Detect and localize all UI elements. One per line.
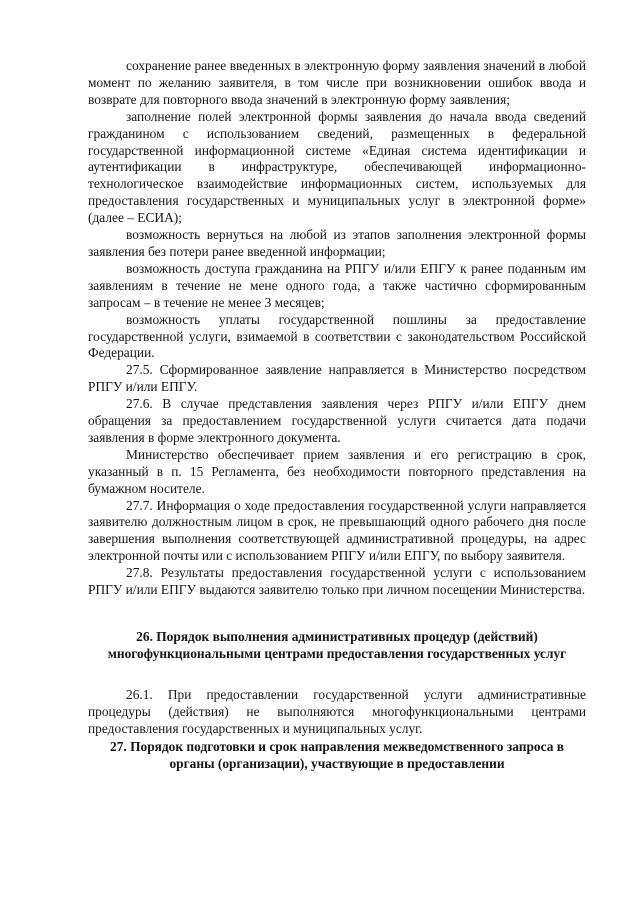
paragraph-return-to-step: возможность вернуться на любой из этапов заполнения электронной формы заявления без потери ранее введенной информации; <box>88 227 586 259</box>
spacer <box>88 662 586 687</box>
paragraph-access-applications: возможность доступа гражданина на РПГУ и/или ЕПГУ к ранее поданным им заявлениям в течение не мене одного года, а также частично сформированным запросам – в течение не менее 3 месяцев; <box>88 260 586 310</box>
paragraph-pay-fee: возможность уплаты государственной пошлины за предоставление государственной услуги, взимаемой в соответствии с законодательством Российской Федерации. <box>88 311 586 361</box>
document-body <box>88 58 586 772</box>
paragraph-save-values: сохранение ранее введенных в электронную форму заявления значений в любой момент по желанию заявителя, в том числе при возникновении ошибок ввода и возврате для повторного ввода значений в электронную форму заявления; <box>88 58 586 107</box>
paragraph-27-6: 27.6. В случае представления заявления через РПГУ и/или ЕПГУ днем обращения за предоставлением государственной услуги считается дата подачи заявления в форме электронного документа. <box>88 396 586 445</box>
paragraph-27-7: 27.7. Информация о ходе предоставления государственной услуги направляется заявителю должностным лицом в срок, не превышающий одного рабочего дня после завершения выполнения соответствующей административной процедуры, на адрес электронной почты или с использованием РПГУ и/или ЕПГУ, по выбору заявителя. <box>88 497 586 564</box>
paragraph-26-1: 26.1. При предоставлении государственной услуги административные процедуры (действия) не выполняются многофункциональными центрами предоставления государственных и муниципальных услуг. <box>88 687 586 736</box>
paragraph-27-8: 27.8. Результаты предоставления государственной услуги с использованием РПГУ и/или ЕПГУ выдаются заявителю только при личном посещении Министерства. <box>88 565 586 598</box>
paragraph-27-5: 27.5. Сформированное заявление направляется в Министерство посредством РПГУ и/или ЕПГУ. <box>88 362 586 395</box>
section-heading-26: 26. Порядок выполнения административных процедур (действий) многофункциональными центрами предоставления государственных услуг <box>107 629 567 661</box>
paragraph-esia-prefill: заполнение полей электронной формы заявления до начала ввода сведений гражданином с использованием сведений, размещенных в федеральной государственной информационной системе «Единая система идентификации и аутентификации в инфраструктуре, обеспечивающей информационно-технологическое взаимодействие информационных систем, используемых для предоставления государственных и муниципальных услуг в электронной форме» (далее – ЕСИА); <box>88 108 586 226</box>
section-heading-27: 27. Порядок подготовки и срок направления межведомственного запроса в органы (организации), участвующие в предоставлении <box>110 738 564 771</box>
paragraph-ministry-registration: Министерство обеспечивает прием заявления и его регистрацию в срок, указанный в п. 15 Регламента, без необходимости повторного представления на бумажном носителе. <box>88 446 586 496</box>
